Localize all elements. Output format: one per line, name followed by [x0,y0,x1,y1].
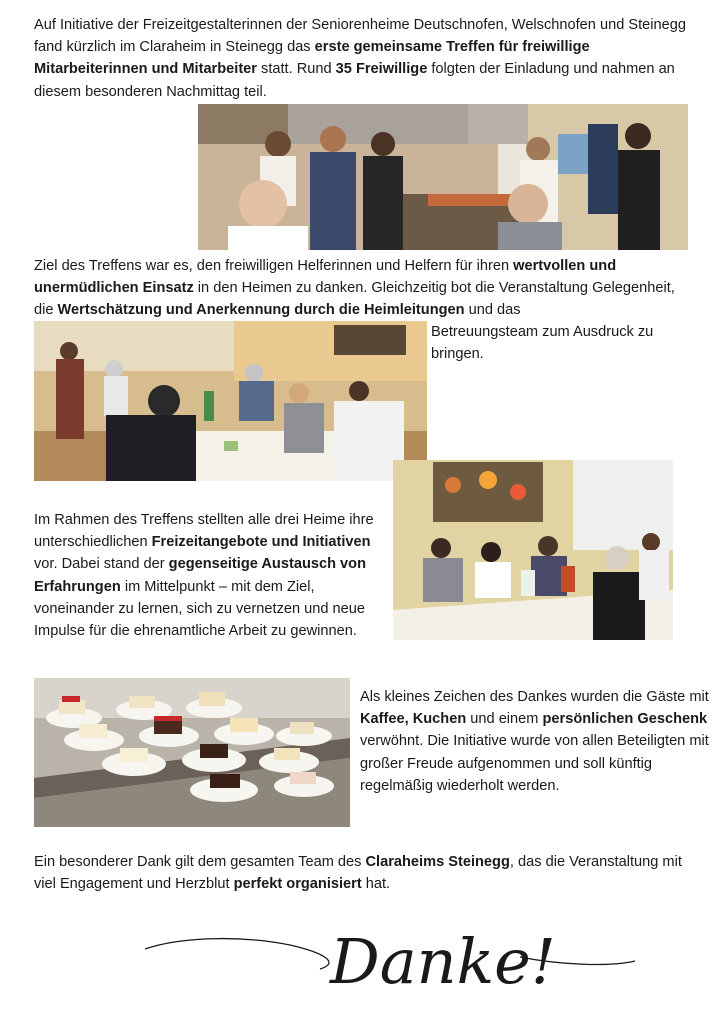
text-run: im Mittelpunkt – mit dem Ziel, voneinander zu lernen, sich zu vernetzen und neue Impulse für die ehrenamtliche Arbeit zu gewinnen. [34,578,366,640]
bold-text-run: gegenseitige Austausch von Erfahrungen [34,556,367,595]
bold-text-run: 35 Freiwillige [335,61,428,78]
text-run: vor. Dabei stand der [34,556,169,573]
text-run: und das [464,302,521,319]
bold-text-run: Wertschätzung und Anerkennung durch die Heimleitungen [57,302,465,319]
photo-dining-hall [34,321,427,481]
text-run: Im Rahmen des Treffens stellten alle drei Heime ihre unterschiedlichen [34,512,374,551]
text-run: , das die Veranstaltung mit viel Engagement und Herzblut [34,854,682,893]
program-paragraph [34,509,384,642]
photo-table-conversation [393,460,673,640]
bold-text-run: Freizeitangebote und Initiativen [151,534,371,551]
text-run: Auf Initiative der Freizeitgestalterinnen der Seniorenheime Deutschnofen, Welschnofen und Steinegg fand kürzlich im Claraheim in Steinegg das [34,17,686,56]
bold-text-run: Kaffee, Kuchen [360,711,467,728]
text-run: in den Heimen zu danken. Gleichzeitig bot die Veranstaltung Gelegenheit, die [34,280,675,319]
text-run: hat. [361,876,391,893]
text-run: Als kleines Zeichen des Dankes wurden die Gäste mit [360,689,709,705]
text-run: statt. Rund [256,61,336,78]
thanks-gift-paragraph [360,686,715,797]
text-run: Ein besonderer Dank gilt dem gesamten Team des [34,854,366,870]
bold-text-run: wertvollen und unermüdlichen Einsatz [34,258,617,297]
bold-text-run: perfekt organisiert [233,876,362,893]
text-run: Ziel des Treffens war es, den freiwilligen Helferinnen und Helfern für ihren [34,258,514,274]
bold-text-run: erste gemeinsame Treffen für freiwillige Mitarbeiterinnen und Mitarbeiter [34,39,590,78]
intro-paragraph [34,14,694,103]
bold-text-run: Claraheims Steinegg [365,854,510,870]
bold-text-run: persönlichen Geschenk [542,711,708,728]
signature-text: Danke! [330,925,556,998]
text-run: und einem [466,711,543,728]
goal-paragraph [34,255,694,322]
text-run: verwöhnt. Die Initiative wurde von allen Beteiligten mit großer Freude aufgenommen und soll künftig regelmäßig wiederholt werden. [360,733,709,794]
team-thanks-paragraph [34,851,694,895]
photo-volunteers-standing [198,104,688,250]
danke-signature [140,905,640,1005]
text-run: folgten der Einladung und nahmen an diesem besonderen Nachmittag teil. [34,61,675,100]
goal-paragraph-continued [431,321,701,365]
photo-cake-buffet [34,678,350,827]
text-run: Betreuungsteam zum Ausdruck zu bringen. [431,324,654,363]
